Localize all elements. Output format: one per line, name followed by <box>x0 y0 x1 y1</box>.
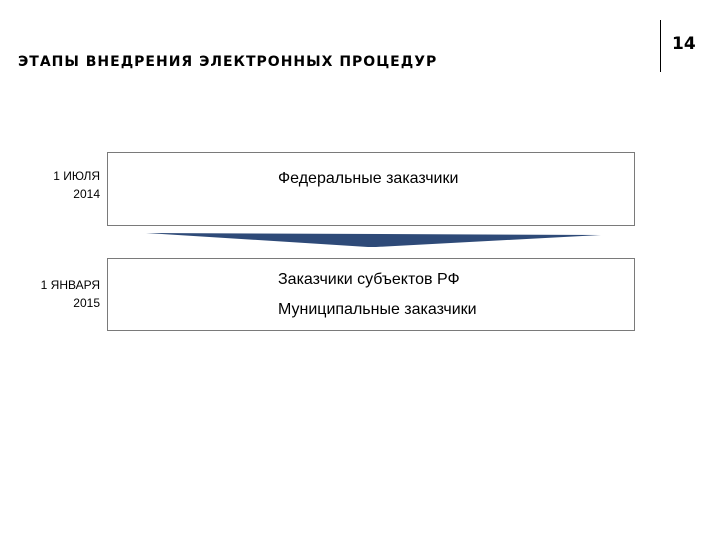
down-arrow-icon <box>146 233 602 249</box>
stage-date-2015 <box>0 276 100 312</box>
stage-box-federal <box>107 152 635 226</box>
stage-date-day: 1 ИЮЛЯ <box>53 169 100 183</box>
header-divider <box>660 20 661 72</box>
page-title: ЭТАПЫ ВНЕДРЕНИЯ ЭЛЕКТРОННЫХ ПРОЦЕДУР <box>18 54 438 70</box>
arrow-shape <box>146 233 601 247</box>
stage-text-federal: Федеральные заказчики <box>278 170 459 187</box>
stage-date-day: 1 ЯНВАРЯ <box>40 278 100 292</box>
stage-date-2014 <box>0 167 100 203</box>
stage-box-regional <box>107 258 635 331</box>
stage-date-year: 2015 <box>73 296 100 310</box>
stage-text-municipal: Муниципальные заказчики <box>278 301 477 318</box>
page-number: 14 <box>672 34 696 54</box>
stage-text-regional: Заказчики субъектов РФ <box>278 271 460 288</box>
stage-date-year: 2014 <box>73 187 100 201</box>
